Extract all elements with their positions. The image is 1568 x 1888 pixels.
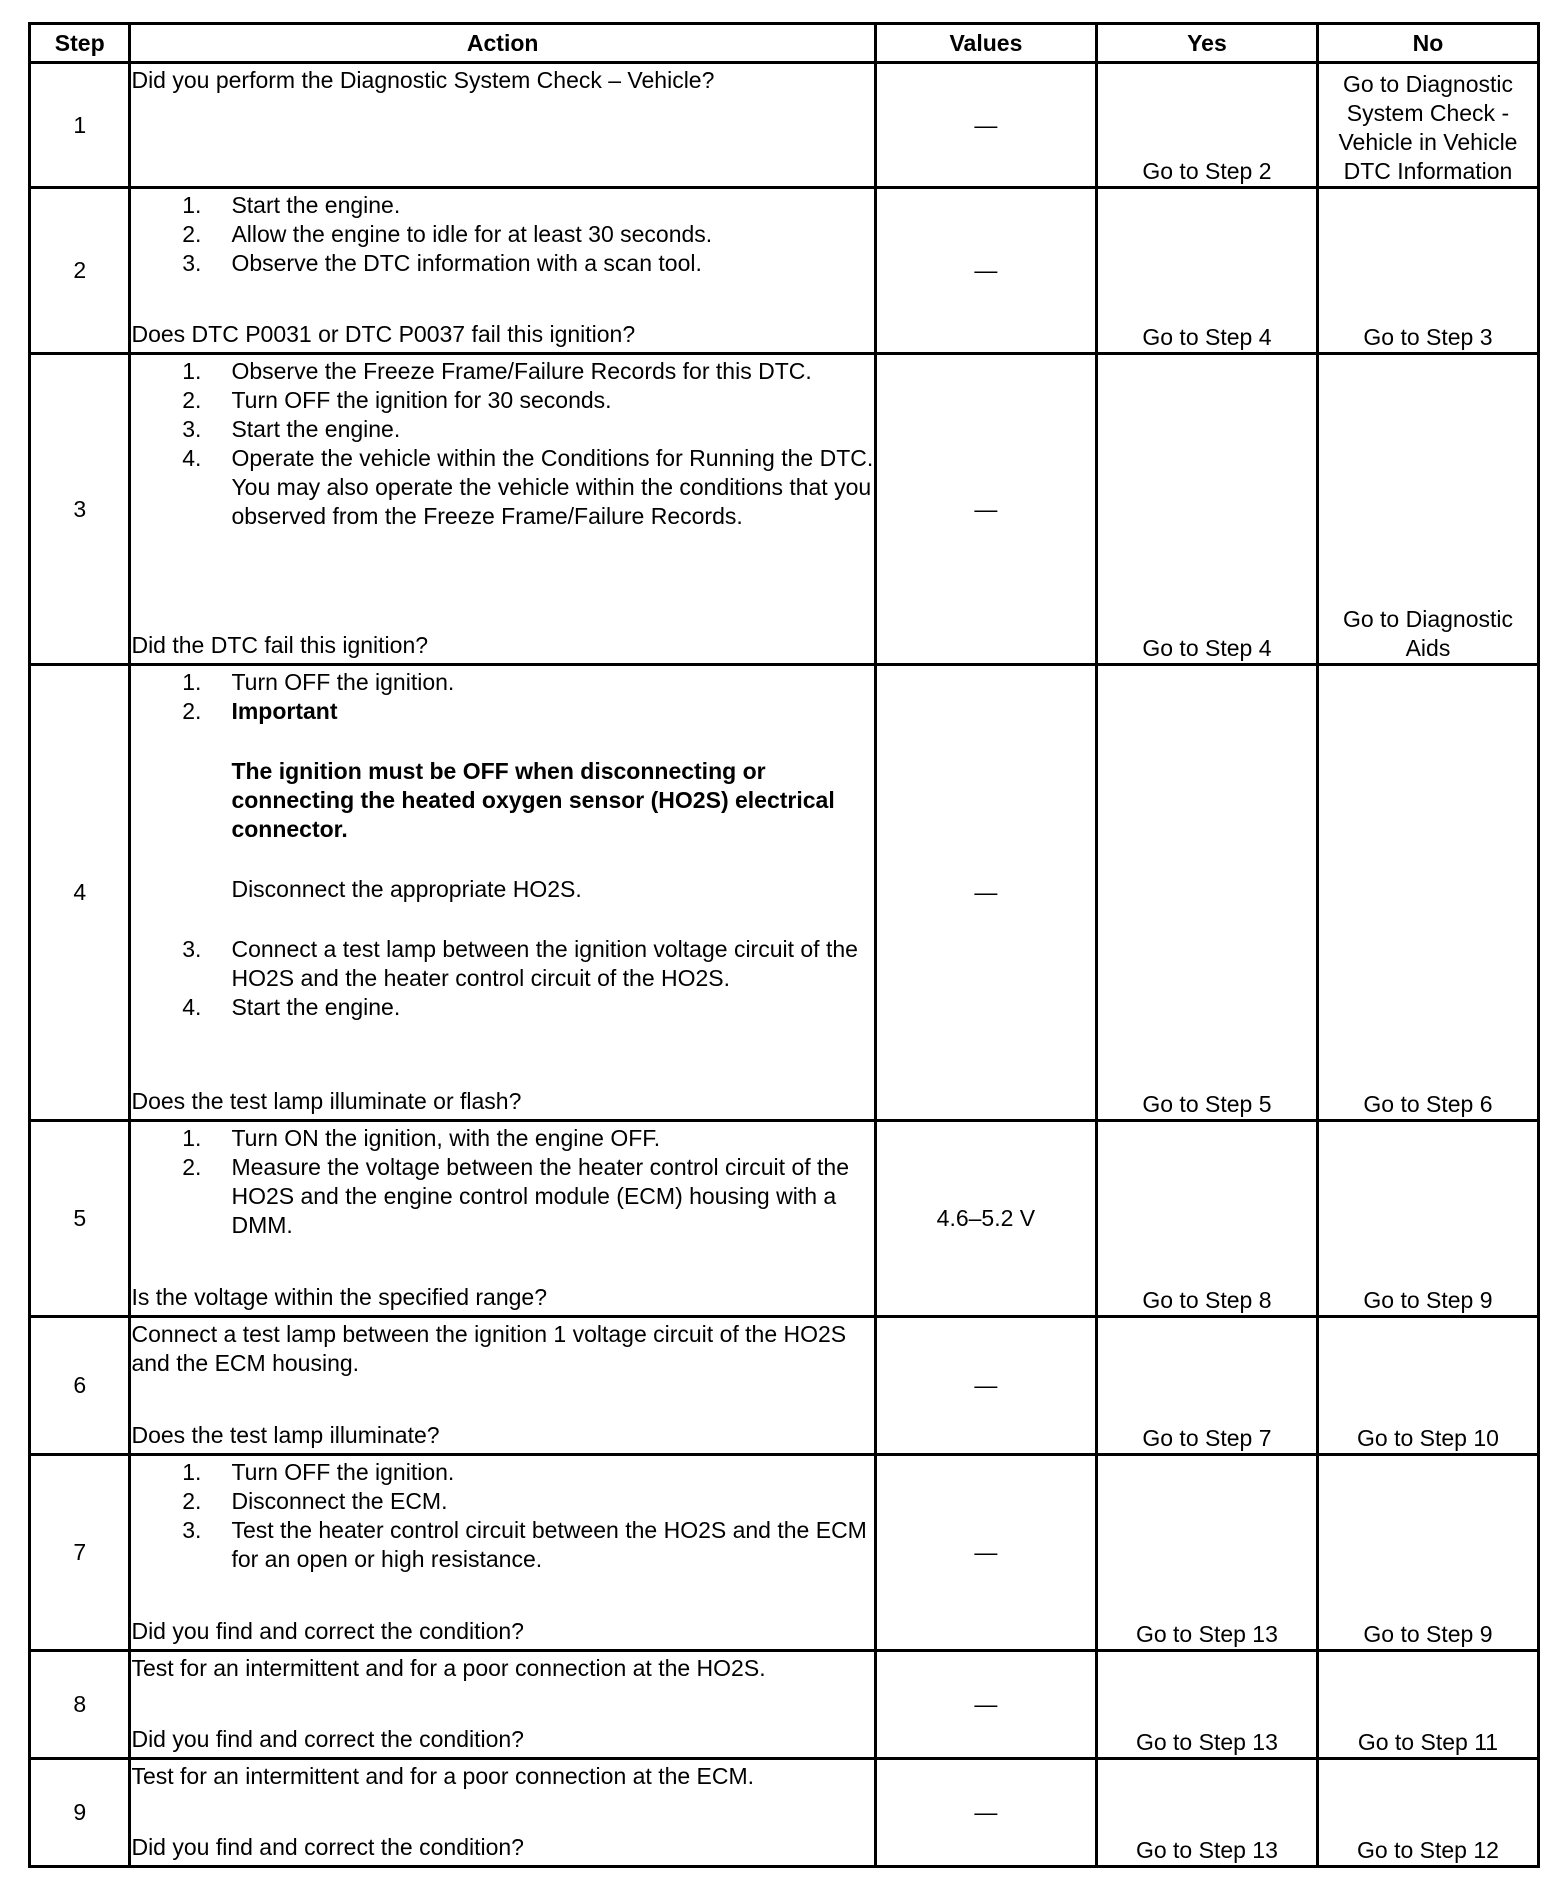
action-cell (130, 354, 875, 665)
list-item: 4. Start the engine. (182, 994, 401, 1020)
list-item: 3. Start the engine. (182, 416, 401, 442)
action-question: Did the DTC fail this ignition? (131, 632, 429, 658)
disconnect-text: Disconnect the appropriate HO2S. (231, 876, 582, 902)
yes-cell: Go to Step 4 (1096, 354, 1317, 665)
table-row (30, 63, 1539, 188)
value-cell: — (875, 1317, 1096, 1455)
no-cell: Go to Diagnostic System Check - Vehicle in Vehicle DTC Information (1317, 63, 1538, 188)
header-values: Values (875, 24, 1096, 63)
yes-cell: Go to Step 5 (1096, 665, 1317, 1121)
yes-cell: Go to Step 2 (1096, 63, 1317, 188)
header-action: Action (130, 24, 875, 63)
list-item: 2. Turn OFF the ignition for 30 seconds. (182, 387, 612, 413)
list-item: 3. Connect a test lamp between the ignition voltage circuit of the HO2S and the heater control circuit of the HO2S. (182, 936, 858, 991)
action-list (131, 1124, 873, 1240)
list-item: 1. Turn OFF the ignition. (182, 669, 455, 695)
action-list (131, 668, 873, 726)
diagnostic-table (28, 22, 1540, 1868)
yes-cell: Go to Step 4 (1096, 188, 1317, 354)
action-text: Did you perform the Diagnostic System Check – Vehicle? (131, 67, 715, 93)
step-number: 4 (30, 665, 130, 1121)
header-step: Step (30, 24, 130, 63)
action-cell (130, 1121, 875, 1317)
action-question: Does the test lamp illuminate? (131, 1422, 440, 1448)
value-cell: — (875, 1455, 1096, 1651)
value-cell: — (875, 665, 1096, 1121)
action-text: Test for an intermittent and for a poor connection at the HO2S. (131, 1655, 766, 1681)
no-cell: Go to Step 12 (1317, 1759, 1538, 1867)
header-yes: Yes (1096, 24, 1317, 63)
action-list (131, 1458, 873, 1574)
step-number: 3 (30, 354, 130, 665)
table-row (30, 1317, 1539, 1455)
action-question: Did you find and correct the condition? (131, 1834, 524, 1860)
value-cell: 4.6–5.2 V (875, 1121, 1096, 1317)
action-cell (130, 63, 875, 188)
action-cell (130, 1455, 875, 1651)
important-note: The ignition must be OFF when disconnecting or connecting the heated oxygen sensor (HO2S) electrical connector. (231, 758, 835, 842)
action-cell (130, 1317, 875, 1455)
action-cell (130, 665, 875, 1121)
no-cell: Go to Step 9 (1317, 1121, 1538, 1317)
value-cell: — (875, 63, 1096, 188)
no-cell: Go to Diagnostic Aids (1317, 354, 1538, 665)
action-question: Did you find and correct the condition? (131, 1726, 524, 1752)
important-heading: Important (231, 698, 338, 724)
action-text: Test for an intermittent and for a poor connection at the ECM. (131, 1763, 755, 1789)
table-row (30, 354, 1539, 665)
value-cell: — (875, 188, 1096, 354)
yes-cell: Go to Step 13 (1096, 1651, 1317, 1759)
action-cell (130, 188, 875, 354)
list-item: 3. Observe the DTC information with a scan tool. (182, 250, 702, 276)
list-item: 3. Test the heater control circuit between the HO2S and the ECM for an open or high resistance. (182, 1517, 867, 1572)
action-list (131, 357, 873, 531)
step-number: 1 (30, 63, 130, 188)
list-item: 1. Turn ON the ignition, with the engine OFF. (182, 1125, 661, 1151)
action-list (131, 935, 873, 1022)
table-row (30, 1651, 1539, 1759)
no-cell: Go to Step 11 (1317, 1651, 1538, 1759)
list-item: 1. Observe the Freeze Frame/Failure Records for this DTC. (182, 358, 812, 384)
step-number: 6 (30, 1317, 130, 1455)
action-question: Does the test lamp illuminate or flash? (131, 1088, 522, 1114)
no-cell: Go to Step 6 (1317, 665, 1538, 1121)
action-text: Connect a test lamp between the ignition 1 voltage circuit of the HO2S and the ECM housing. (131, 1321, 847, 1376)
yes-cell: Go to Step 8 (1096, 1121, 1317, 1317)
yes-cell: Go to Step 7 (1096, 1317, 1317, 1455)
table-row (30, 1759, 1539, 1867)
yes-cell: Go to Step 13 (1096, 1759, 1317, 1867)
header-row (30, 24, 1539, 63)
header-no: No (1317, 24, 1538, 63)
list-item: 2. Measure the voltage between the heater control circuit of the HO2S and the engine control module (ECM) housing with a DMM. (182, 1154, 849, 1238)
step-number: 7 (30, 1455, 130, 1651)
step-number: 8 (30, 1651, 130, 1759)
step-number: 2 (30, 188, 130, 354)
list-item: 1. Start the engine. (182, 192, 401, 218)
list-item: 2. Important (131, 697, 873, 726)
step-number: 5 (30, 1121, 130, 1317)
action-question: Did you find and correct the condition? (131, 1618, 524, 1644)
no-cell: Go to Step 9 (1317, 1455, 1538, 1651)
list-item: 4. Operate the vehicle within the Conditions for Running the DTC. You may also operate the vehicle within the conditions that you observed from the Freeze Frame/Failure Records. (182, 445, 874, 529)
yes-cell: Go to Step 13 (1096, 1455, 1317, 1651)
table-row (30, 1455, 1539, 1651)
value-cell: — (875, 1759, 1096, 1867)
no-cell: Go to Step 3 (1317, 188, 1538, 354)
action-cell (130, 1759, 875, 1867)
list-item: 1. Turn OFF the ignition. (182, 1459, 455, 1485)
table-row (30, 1121, 1539, 1317)
step-number: 9 (30, 1759, 130, 1867)
value-cell: — (875, 1651, 1096, 1759)
no-cell: Go to Step 10 (1317, 1317, 1538, 1455)
table-row (30, 188, 1539, 354)
table-row (30, 665, 1539, 1121)
action-question: Is the voltage within the specified range? (131, 1284, 547, 1310)
action-question: Does DTC P0031 or DTC P0037 fail this ignition? (131, 321, 636, 347)
list-item: 2. Disconnect the ECM. (182, 1488, 448, 1514)
list-item: 2. Allow the engine to idle for at least 30 seconds. (182, 221, 713, 247)
action-list (131, 191, 873, 278)
action-cell (130, 1651, 875, 1759)
value-cell: — (875, 354, 1096, 665)
